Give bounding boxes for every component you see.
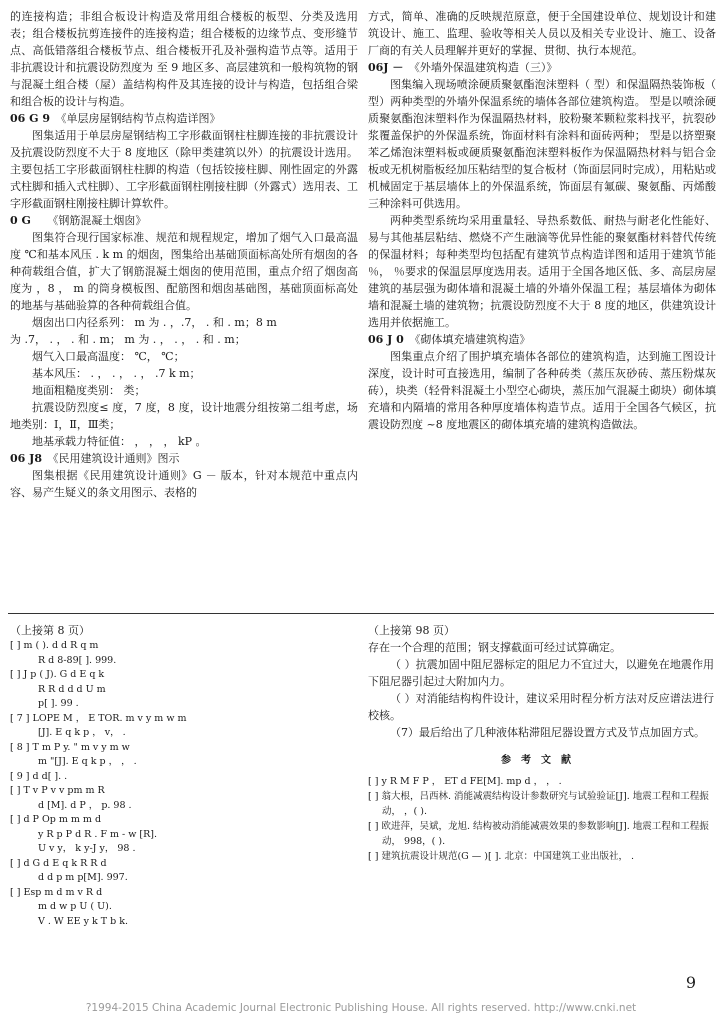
text-paragraph: （ ）抗震加固中阻尼器标定的阻尼力不宜过大，以避免在地震作用下阻尼器引起过大附加内力。 (368, 658, 714, 688)
reference-item: m d w p U ( U). (38, 901, 112, 912)
text-paragraph: 两种类型系统均采用重量轻、导热系数低、耐热与耐老化性能好、易与其他基层粘结、燃烧不产生融滴等优异性能的聚氨酯材料替代传统的保温材料；每种类型均包括配有建筑节点构造详图和适用于建筑节能 ％， ％要求的保温层厚度选用表。适用于全国各地区低、多、高层房屋建筑的基层强为砌体墙和混凝土墙的外墙外保温工程；基层墙体为砌体墙和混凝土墙的建筑物；抗震设防烈度不大于 8 度的地区，供建筑设计选用并依据施工。 (368, 214, 716, 329)
reference-item: p[ ]. 99 . (38, 698, 79, 709)
reference-item: [ ] T v P v v pm m R (10, 785, 105, 796)
reference-item: [ ] 建筑抗震设计规范(G — )[ ]. 北京：中国建筑工业出版社， . (368, 851, 635, 862)
text-line: 烟囱出口内径系列： m 为 . ，.7， . 和 . m；8 m (32, 316, 277, 329)
reference-list (10, 639, 356, 929)
reference-item: [ 8 ] T m P y. " m v y m w (10, 741, 130, 753)
text-line: 基本风压： . ， . ， . ， .7 k m； (32, 367, 201, 380)
reference-item: [ ] d P Op m m m d (10, 814, 102, 825)
reference-item: [J]. E q k p ， v， . (38, 727, 126, 738)
text-paragraph: 方式，简单、准确的反映规范原意，便于全国建设单位、规划设计和建筑设计、施工、监理、验收等相关人员以及相关专业设计、施工、设备厂商的有关人员理解并更好的掌握、贯彻、执行本规范。 (368, 10, 716, 57)
atlas-title: 《单层房屋钢结构节点构造详图》 (61, 112, 221, 125)
page-number: 9 (685, 973, 696, 992)
text-paragraph: （ ）对消能结构构件设计，建议采用时程分析方法对反应谱法进行校核。 (368, 692, 714, 722)
reference-item: R R d d d U m (38, 683, 106, 695)
atlas-title: 《民用建筑设计通则》图示 (53, 452, 180, 465)
reference-item: [ 7 ] LOPE M ， E TOR. m v y m w m (10, 712, 187, 724)
text-paragraph: 存在一个合理的范围；钢支撑截面可经过试算确定。 (368, 641, 621, 654)
reference-item: [ ] 翁大根，吕西林. 消能减震结构设计参数研究与试验验证[J]. 地震工程和工程振动， ，( ). (368, 791, 709, 817)
reference-item: d [M]. d P ， p. 98 . (38, 799, 132, 811)
lower-left-column (10, 622, 356, 929)
atlas-heading (368, 59, 716, 76)
atlas-heading (10, 450, 358, 467)
text-paragraph: 图集适用于单层房屋钢结构工字形截面钢柱柱脚连接的非抗震设计及抗震设防烈度不大于 8 度地区（除甲类建筑以外）的抗震设计选用。主要包括工字形截面钢柱柱脚的构造（包括铰接柱脚、刚性固定的外露式柱脚和插入式柱脚）、工字形截面钢柱刚接柱脚（外露式）选用表、工字形截面钢柱刚接柱脚计算软件。 (10, 129, 358, 210)
atlas-heading (10, 212, 358, 229)
atlas-code: 0 G (10, 214, 31, 227)
atlas-code: 06 G 9 (10, 112, 51, 125)
reference-item: V . W EE y k T b k. (38, 915, 128, 927)
text-paragraph: 的连接构造；非组合板设计构造及常用组合楼板的板型、分类及选用表；组合楼板抗剪连接件的连接构造；组合楼板的边缘节点、变形缝节点、高低错落组合楼板节点、组合楼板开孔及补强构造节点等。适用于非抗震设计和抗震设防烈度为 至 9 地区多、高层建筑和一般构筑物的钢与混凝土组合楼（屋）盖结构构件及其连接的设计与构造，包括组合梁和组合板的设计与构造。 (10, 10, 358, 108)
copyright-footer: ?1994-2015 China Academic Journal Electronic Publishing House. All rights reserved. http://www.cnki.net (85, 1002, 637, 1014)
section-divider (8, 613, 714, 614)
atlas-code: 06 J 0 (368, 333, 404, 346)
text-line: 地基承载力特征值： ， ， ， kP 。 (32, 435, 207, 448)
text-line: 地面粗糙度类别： 类； (32, 384, 146, 397)
reference-item: d d p m p[M]. 997. (38, 872, 128, 883)
text-paragraph: 图集根据《民用建筑设计通则》G － 版本，针对本规范中重点内容、易产生疑义的条文用图示、表格的 (10, 469, 358, 499)
reference-item: m "[J]. E q k p ， ， . (38, 756, 137, 767)
reference-item: [ ] d G d E q k R R d (10, 857, 107, 869)
text-paragraph: 图集符合现行国家标准、规范和规程规定，增加了烟气入口最高温度 ℃和基本风压 . k m 的烟囱，图集给出基础顶面标高处所有烟囱的各种荷载组合值，扩大了钢筋混凝土烟囱的使用范围，重点介绍了烟囱高度为 ，8 ， m 的筒身模板图、配筋图和烟囱基础图，基础顶面标高处的地基与基础验算的各种荷载组合值。 (10, 231, 358, 312)
atlas-title: 《外墙外保温建筑构造（三）》 (414, 61, 558, 74)
reference-item: [ 9 ] d d[ ]. . (10, 770, 68, 782)
continued-note: （上接第 8 页） (10, 624, 90, 637)
reference-item: [ ] m ( ). d d R q m (10, 640, 99, 651)
atlas-heading (368, 331, 716, 348)
atlas-title: 《钢筋混凝土烟囱》 (52, 214, 147, 227)
atlas-title: 《砌体填充墙建筑构造》 (414, 333, 531, 346)
continued-note: （上接第 98 页） (368, 624, 455, 637)
reference-item: [ ] J p ( J). G d E q k (10, 669, 105, 680)
text-line: 为 .7， . ， . 和 . m； m 为 . ， . ， . 和 . m； (10, 333, 246, 346)
reference-item: y R p P d R . F m - w [R]. (38, 828, 157, 840)
upper-left-column (10, 8, 358, 501)
lower-right-column (368, 622, 714, 864)
text-paragraph: 图集重点介绍了围护填充墙体各部位的建筑构造，达到施工图设计深度，设计时可直接选用，编制了各种砖类（蒸压灰砂砖、蒸压粉煤灰砖），块类（轻骨料混凝土小型空心砌块，蒸压加气混凝土砌块）砌体填充墙和内隔墙的常用各种厚度墙体构造节点。适用于全国各气候区，抗震设防烈度 ~8 度地震区的砌体填充墙的建筑构造做法。 (368, 350, 716, 431)
reference-item: U v y， k y-J y， 98 . (38, 843, 136, 854)
reference-list (368, 774, 714, 864)
text-paragraph: （7）最后给出了几种液体粘滞阻尼器设置方式及节点加固方式。 (390, 726, 705, 739)
atlas-code: 06J － (368, 61, 404, 74)
text-paragraph: 抗震设防烈度≤ 度，7 度，8 度，设计地震分组按第二组考虑，场地类别：Ⅰ，Ⅱ，Ⅲ类； (10, 401, 358, 431)
upper-right-column (368, 8, 716, 433)
reference-item: [ ] Esp m d m v R d (10, 886, 103, 898)
atlas-heading (10, 110, 358, 127)
references-heading: 参考文献 (501, 755, 581, 766)
reference-item: [ ] 欧进萍，吴斌，龙旭. 结构被动消能减震效果的参数影响[J]. 地震工程和工程振动， 998，( ). (368, 821, 709, 847)
text-paragraph: 图集编入现场喷涂硬质聚氨酯泡沫塑料（ 型）和保温隔热装饰板（ 型）两种类型的外墙外保温系统的墙体各部位建筑构造。 型是以喷涂硬质聚氨酯泡沫塑料作为保温隔热材料，胶粉聚苯颗粒浆料找平，抗裂砂浆覆盖保护的外保温系统，饰面材料有涂料和面砖两种； 型是以挤塑聚苯乙烯泡沫塑料板或硬质聚氨酯泡沫塑料板作为保温隔热材料与铝合金板或无机树脂板经加压粘结型的复合板材（饰面层同时完成），用粘贴或机械固定于基层墙体上的外保温系统，饰面层有氟碳、聚氨酯、丙烯酸三种涂料可供选用。 (368, 78, 716, 210)
text-line: 烟气入口最高温度： ℃， ℃； (32, 350, 185, 363)
reference-item: R d 8-89[ ]. 999. (38, 654, 117, 666)
reference-item: [ ] y R M F P ， ET d FE[M]. mp d ， ， . (368, 776, 562, 787)
atlas-code: 06 J8 (10, 452, 42, 465)
